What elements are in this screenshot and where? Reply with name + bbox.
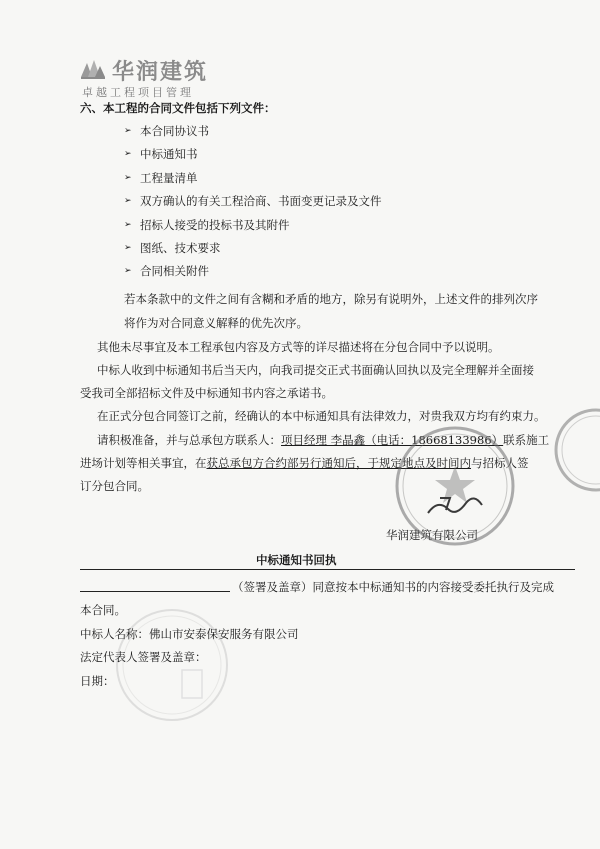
issuer-name: 华润建筑有限公司: [386, 528, 478, 542]
bidder-seal-stamp: [112, 600, 232, 730]
prepare-paragraph-line2: 进场计划等相关事宜，在获总承包方合约部另行通知后，于规定地点及时间内与招标人签: [80, 456, 529, 470]
legal-effect-paragraph: 在正式分包合同签订之前，经确认的本中标通知具有法律效力，对贵我双方均有约束力。: [97, 409, 546, 423]
company-slogan: 卓越工程项目管理: [82, 86, 194, 99]
company-name: 华润建筑: [112, 60, 209, 85]
bidder-name: 佛山市安泰保安服务有限公司: [149, 627, 299, 641]
receipt-title: 中标通知书回执: [256, 553, 337, 567]
arrow-bullet-icon: ➢: [124, 126, 132, 136]
list-item: ➢ 工程量清单: [124, 170, 198, 185]
contact-person: 项目经理 李晶鑫（电话：18668133986）: [281, 433, 504, 447]
other-matters-paragraph: 其他未尽事宜及本工程承包内容及方式等的详尽描述将在分包合同中予以说明。: [97, 340, 500, 354]
company-logo-icon: [80, 57, 106, 81]
consent-line2: 本合同。: [80, 603, 126, 617]
company-logo: [80, 55, 230, 101]
list-item: ➢ 中标通知书: [124, 147, 198, 162]
bidder-label: 中标人名称：: [80, 627, 149, 641]
priority-note-line1: 若本条款中的文件之间有含糊和矛盾的地方，除另有说明外，上述文件的排列次序: [124, 292, 538, 306]
prepare-paragraph-line1: 请积极准备，并与总承包方联系人：项目经理 李晶鑫（电话：18668133986）联系施工: [97, 433, 550, 447]
list-item: ➢ 双方确认的有关工程洽商、书面变更记录及文件: [124, 194, 382, 209]
receipt-divider: [80, 569, 575, 570]
arrow-bullet-icon: ➢: [124, 149, 132, 160]
representative-label: 法定代表人签署及盖章：: [80, 650, 207, 664]
notice-condition: 获总承包方合约部另行通知后，于规定地点及时间内: [206, 456, 471, 470]
contract-document-list: [124, 124, 382, 288]
list-item: ➢ 本合同协议书: [124, 124, 209, 138]
list-item: ➢ 合同相关附件: [124, 264, 209, 279]
prepare-paragraph-line3: 订分包合同。: [80, 479, 149, 493]
signature-blank-line: [80, 591, 230, 592]
consent-line1: （签署及盖章）同意按本中标通知书的内容接受委托执行及完成: [232, 580, 554, 594]
arrow-bullet-icon: ➢: [124, 196, 132, 207]
date-label: 日期：: [80, 674, 115, 688]
arrow-bullet-icon: ➢: [124, 219, 132, 230]
page-edge-seal-stamp: [552, 405, 600, 495]
section-title: 六、本工程的合同文件包括下列文件：: [80, 101, 276, 115]
list-item: ➢ 招标人接受的投标书及其附件: [124, 217, 290, 232]
confirm-paragraph-line1: 中标人收到中标通知书后当天内，向我司提交正式书面确认回执以及完全理解并全面接: [97, 363, 534, 377]
priority-note-line2: 将作为对合同意义解释的优先次序。: [124, 316, 308, 330]
confirm-paragraph-line2: 受我司全部招标文件及中标通知书内容之承诺书。: [80, 386, 333, 400]
arrow-bullet-icon: ➢: [124, 242, 132, 253]
list-item: ➢ 图纸、技术要求: [124, 240, 221, 255]
company-seal-stamp: [380, 418, 530, 548]
arrow-bullet-icon: ➢: [124, 266, 132, 277]
arrow-bullet-icon: ➢: [124, 172, 132, 183]
